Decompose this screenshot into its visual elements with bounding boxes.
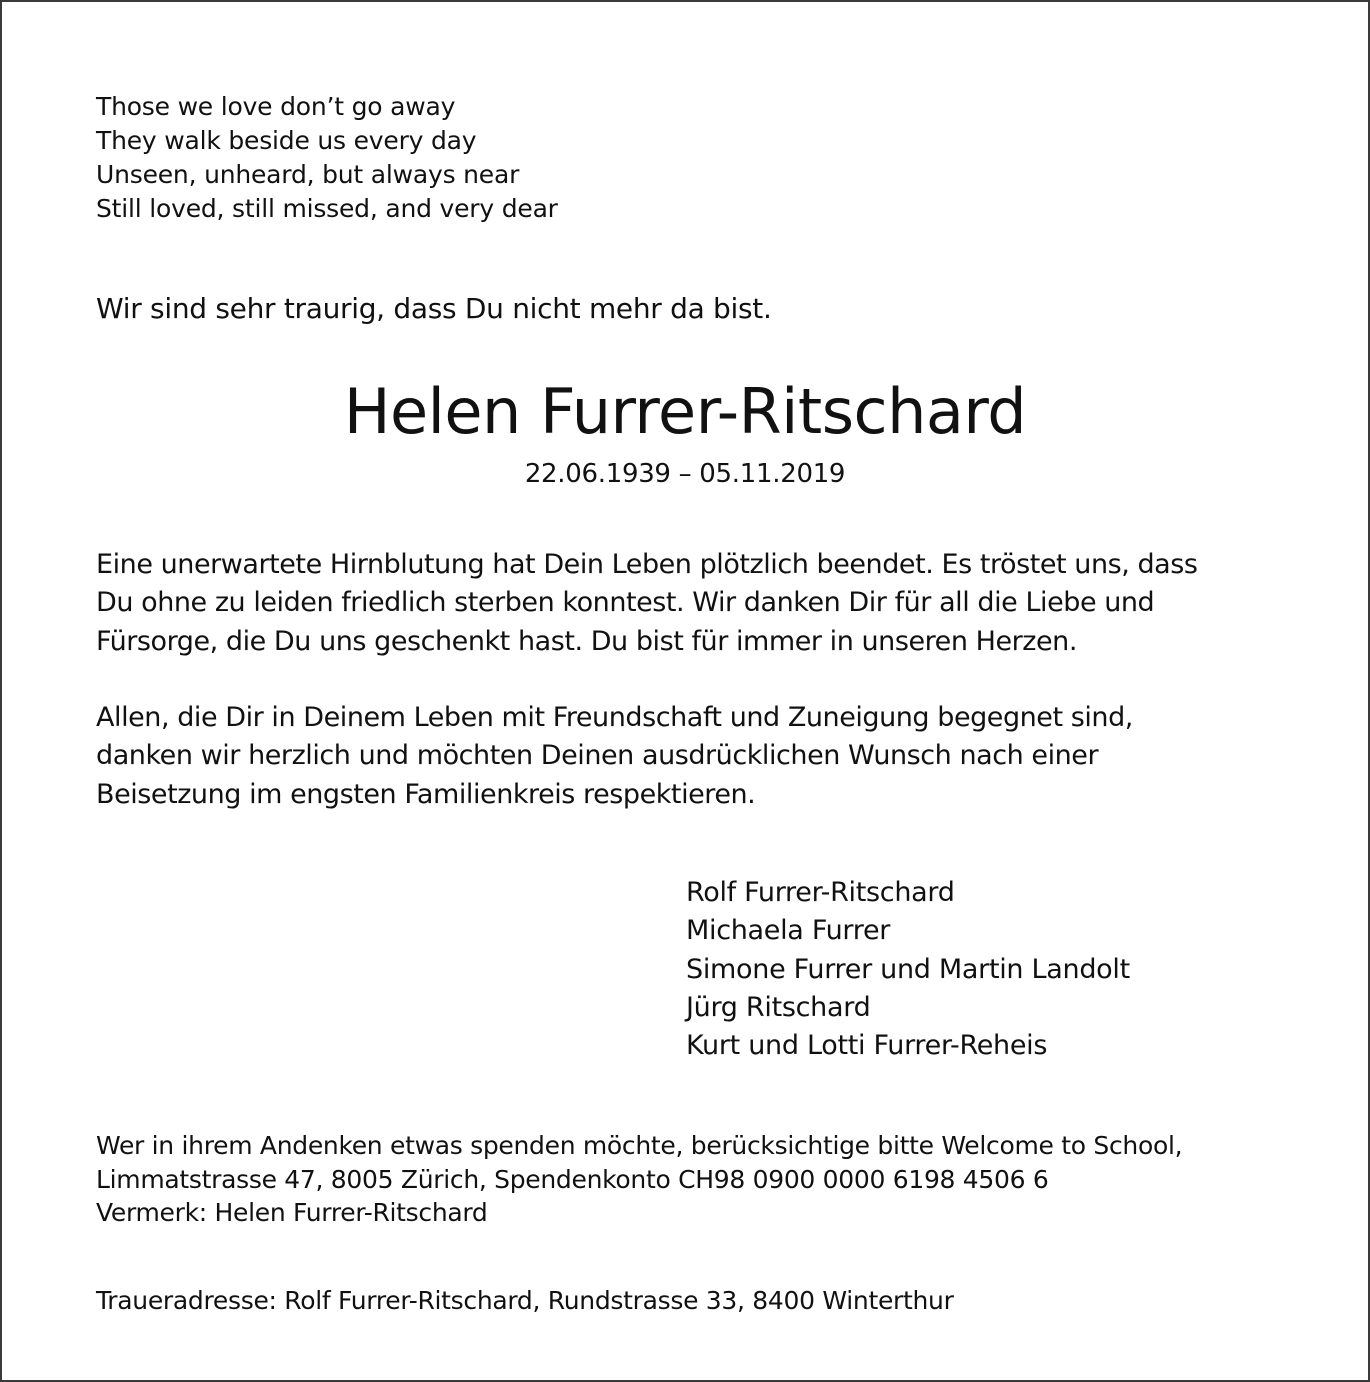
thanks-paragraph (96, 699, 1133, 814)
donation-line: Wer in ihrem Andenken etwas spenden möchte, berücksichtige bitte Welcome to School, (96, 1131, 1183, 1160)
donation-line: Vermerk: Helen Furrer-Ritschard (96, 1198, 488, 1227)
mourner-name: Rolf Furrer-Ritschard (686, 877, 955, 908)
poem-line: They walk beside us every day (96, 126, 477, 155)
poem-line: Those we love don’t go away (96, 92, 456, 121)
life-dates: 22.06.1939 – 05.11.2019 (524, 459, 846, 489)
paragraph-line: Fürsorge, die Du uns geschenkt hast. Du bist für immer in unseren Herzen. (96, 625, 1077, 657)
mourner-name: Simone Furrer und Martin Landolt (686, 953, 1130, 985)
paragraph-line: Eine unerwartete Hirnblutung hat Dein Leben plötzlich beendet. Es tröstet uns, dass (96, 549, 1198, 580)
mourner-name: Jürg Ritschard (686, 991, 871, 1023)
intro-sentence: Wir sind sehr traurig, dass Du nicht mehr da bist. (96, 292, 772, 325)
deceased-name: Helen Furrer-Ritschard (343, 375, 1027, 448)
donation-note (96, 1129, 1182, 1230)
mourner-name: Kurt und Lotti Furrer-Reheis (686, 1030, 1048, 1062)
poem (96, 90, 558, 226)
poem-line: Unseen, unheard, but always near (96, 160, 520, 189)
paragraph-line: Du ohne zu leiden friedlich sterben konntest. Wir danken Dir für all die Liebe und (96, 587, 1155, 619)
paragraph-line: Beisetzung im engsten Familienkreis respektieren. (96, 778, 756, 810)
mourner-name: Michaela Furrer (686, 915, 891, 947)
paragraph-line: Allen, die Dir in Deinem Leben mit Freundschaft und Zuneigung begegnet sind, (96, 702, 1133, 733)
mourners-list (686, 874, 1130, 1065)
poem-line: Still loved, still missed, and very dear (96, 194, 558, 223)
donation-line: Limmatstrasse 47, 8005 Zürich, Spendenkonto CH98 0900 0000 6198 4506 6 (96, 1164, 1049, 1194)
message-paragraph (96, 546, 1198, 661)
paragraph-line: danken wir herzlich und möchten Deinen ausdrücklichen Wunsch nach einer (96, 740, 1099, 772)
mourning-address: Traueradresse: Rolf Furrer-Ritschard, Rundstrasse 33, 8400 Winterthur (96, 1286, 954, 1315)
